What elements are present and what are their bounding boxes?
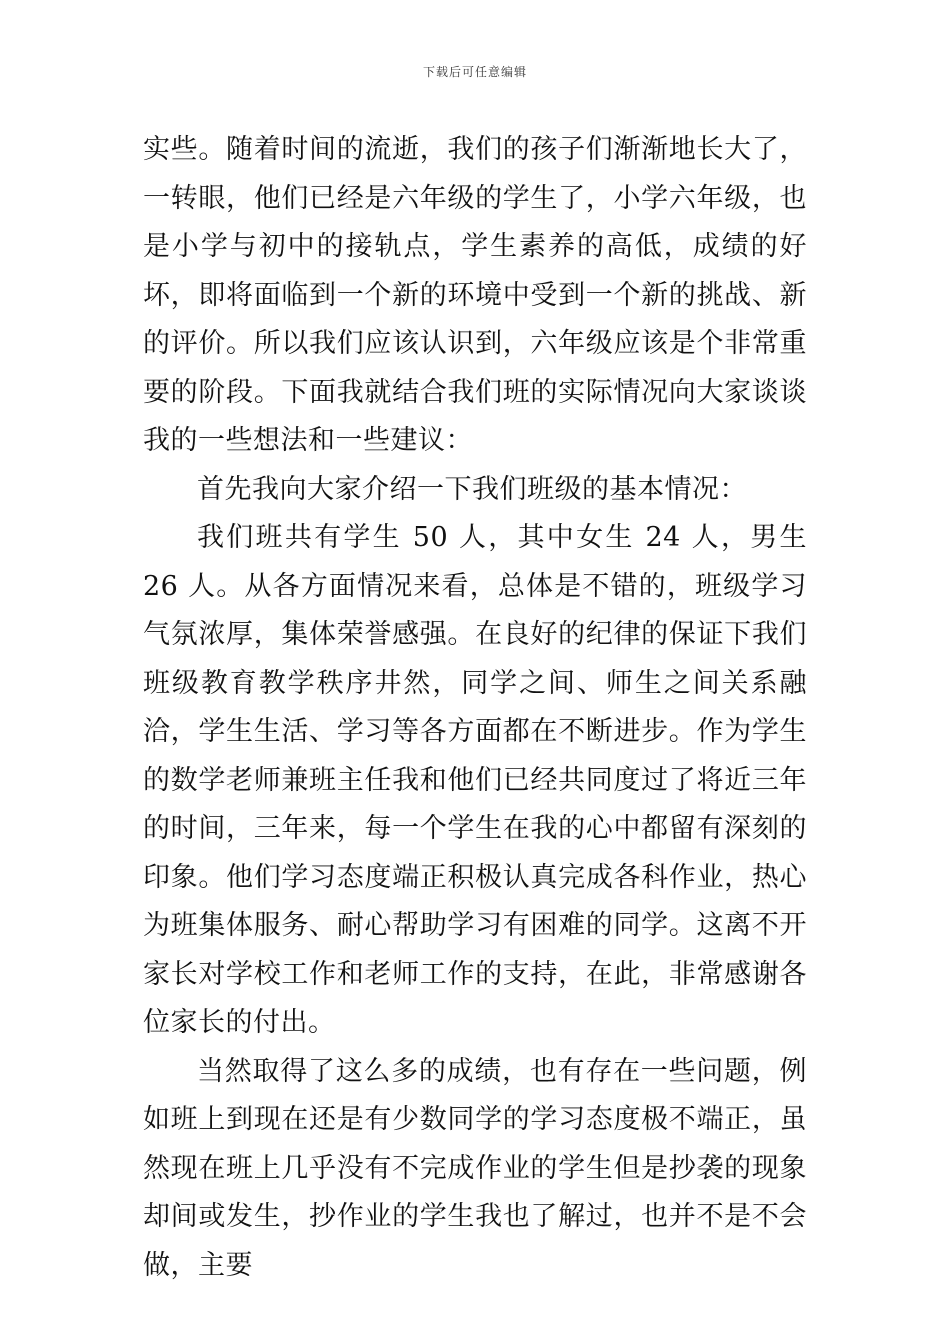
paragraph-intro: 首先我向大家介绍一下我们班级的基本情况：	[197, 473, 747, 505]
paragraph-problems: 当然取得了这么多的成绩，也有存在一些问题，例如班上到现在还是有少数同学的学习态度极不端正，虽然现在班上几乎没有不完成作业的学生但是抄袭的现象却间或发生，抄作业的学生我也了解过，也并不是不会做，主要	[143, 1055, 807, 1281]
body-text	[143, 126, 807, 1290]
paragraph-class-overview: 我们班共有学生 50 人，其中女生 24 人，男生 26 人。从各方面情况来看，总体是不错的，班级学习气氛浓厚，集体荣誉感强。在良好的纪律的保证下我们班级教育教学秩序井然，同学之间、师生之间关系融洽，学生生活、学习等各方面都在不断进步。作为学生的数学老师兼班主任我和他们已经共同度过了将近三年的时间，三年来，每一个学生在我的心中都留有深刻的印象。他们学习态度端正积极认真完成各科作业，热心为班集体服务、耐心帮助学习有困难的同学。这离不开家长对学校工作和老师工作的支持，在此，非常感谢各位家长的付出。	[143, 522, 807, 1038]
paragraph-continued: 实些。随着时间的流逝，我们的孩子们渐渐地长大了，一转眼，他们已经是六年级的学生了，小学六年级，也是小学与初中的接轨点，学生素养的高低，成绩的好坏，即将面临到一个新的环境中受到一个新的挑战、新的评价。所以我们应该认识到，六年级应该是个非常重要的阶段。下面我就结合我们班的实际情况向大家谈谈我的一些想法和一些建议：	[143, 134, 807, 456]
header-note: 下载后可任意编辑	[422, 65, 527, 79]
